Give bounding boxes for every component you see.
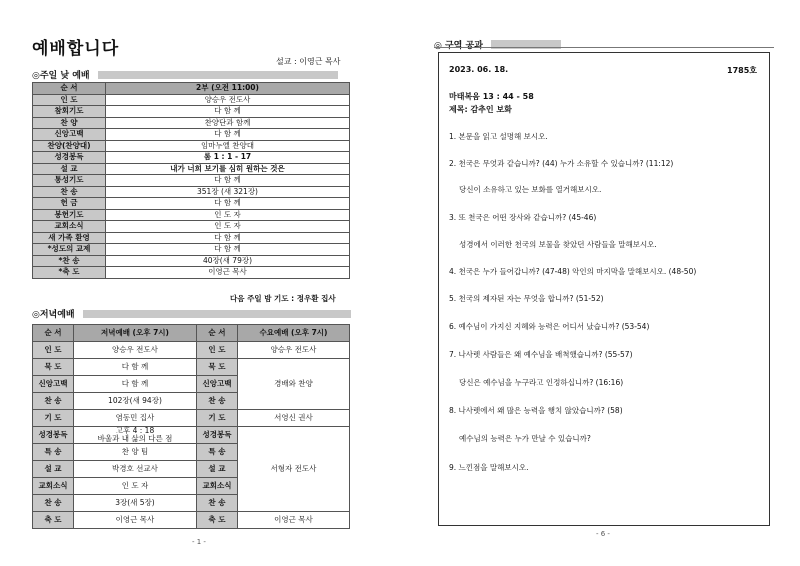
issue-number: 1785호 [727,66,757,75]
evening-order-label: 인 도 [33,342,74,359]
evening-order-label: 축 도 [33,512,74,529]
sermon-title: 바울과 내 삶의 다른 점 [97,434,173,443]
lesson-question: 5. 천국의 제자된 자는 무엇을 합니까? (51-52) [449,294,604,303]
wednesday-order-label: 축 도 [196,512,237,529]
order-label: *성도의 교제 [33,244,106,256]
order-value: 인 도 자 [106,209,350,221]
order-value: 40장(새 79장) [106,255,350,267]
table-row [33,140,350,152]
table-row [33,244,350,256]
order-label: 헌 금 [33,198,106,210]
divider [434,47,774,48]
order-value: 다 함 께 [106,175,350,187]
order-label: 인 도 [33,94,106,106]
order-label: 교회소식 [33,221,106,233]
cell-lesson-title: ◎ 구역 공과 [434,41,483,51]
sunday-worship-table [32,82,350,279]
order-label: 설 교 [33,163,106,175]
lesson-question: 7. 나사렛 사람들은 왜 예수님을 배척했습니까? (55-57) [449,350,633,359]
table-row [33,410,350,427]
order-label: 신앙고백 [33,129,106,141]
lesson-box [438,52,770,526]
table-row [33,427,350,444]
table-header-cell: 순 서 [33,325,74,342]
lesson-subject: 제목: 감추인 보화 [449,105,512,114]
table-row [33,209,350,221]
table-row [33,512,350,529]
wednesday-order-label: 신앙고백 [196,376,237,393]
evening-order-value: 다 함 께 [74,376,197,393]
wednesday-order-label: 인 도 [196,342,237,359]
evening-section-title: ◎저녁예배 [32,310,75,320]
evening-order-label: 찬 송 [33,393,74,410]
evening-section-header [32,307,351,320]
next-week-prayer: 다음 주일 밤 기도 : 정우환 집사 [230,294,336,303]
order-value: 다 함 께 [106,129,350,141]
table-row [33,255,350,267]
table-row [33,342,350,359]
table-header-row [33,83,350,95]
table-header-row [33,325,350,342]
wednesday-order-label: 교회소식 [196,478,237,495]
page-number: - 6 - [596,530,610,538]
order-value: 롬 1 : 1 - 17 [106,152,350,164]
evening-order-label: 성경봉독 [33,427,74,444]
lesson-subquestion: 예수님의 능력은 누가 만날 수 있습니까? [459,434,591,443]
preacher-line: 설교 : 이영근 목사 [276,57,341,66]
evening-worship-table [32,324,350,529]
order-label: 봉헌기도 [33,209,106,221]
page-title: 예배합니다 [32,39,120,59]
table-header-cell: 2부 (오전 11:00) [106,83,350,95]
table-row [33,152,350,164]
table-row [33,186,350,198]
lesson-question: 8. 나사렛에서 왜 많은 능력을 행치 않았습니까? (58) [449,406,623,415]
table-header-cell: 순 서 [196,325,237,342]
table-row [33,359,350,376]
table-header-cell: 순 서 [33,83,106,95]
evening-order-value: 인 도 자 [74,478,197,495]
lesson-subquestion: 성경에서 이러한 천국의 보물을 찾았던 사람들을 말해보시오. [459,240,657,249]
table-row [33,221,350,233]
lesson-subquestion: 당신은 예수님을 누구라고 인정하십니까? (16:16) [459,378,624,387]
order-value: 이영근 목사 [106,267,350,279]
evening-order-value: 이영근 목사 [74,512,197,529]
evening-order-value: 양승우 전도사 [74,342,197,359]
order-label: 통성기도 [33,175,106,187]
order-value: 내가 너희 보기를 심히 원하는 것은 [106,163,350,175]
wednesday-order-value: 이영근 목사 [237,512,349,529]
wednesday-order-value: 양승우 전도사 [237,342,349,359]
wednesday-order-label: 묵 도 [196,359,237,376]
sunday-section-title: ◎주일 낮 예배 [32,71,90,81]
order-value: 다 함 께 [106,198,350,210]
evening-order-value: 3장(새 5장) [74,495,197,512]
evening-order-label: 신앙고백 [33,376,74,393]
evening-order-value: 다 함 께 [74,359,197,376]
order-label: 참회기도 [33,106,106,118]
lesson-question: 9. 느낀점을 말해보시오. [449,463,529,472]
cell-lesson-header [434,38,561,51]
lesson-question: 2. 천국은 무엇과 같습니까? (44) 누가 소유할 수 있습니까? (11:12) [449,159,674,168]
order-label: *축 도 [33,267,106,279]
order-label: 찬 양 [33,117,106,129]
evening-order-value: 박경호 선교사 [74,461,197,478]
table-header-cell: 저녁예배 (오후 7시) [74,325,197,342]
evening-order-label: 교회소식 [33,478,74,495]
table-row [33,94,350,106]
evening-order-label: 기 도 [33,410,74,427]
table-header-cell: 수요예배 (오후 7시) [237,325,349,342]
order-value: 다 함 께 [106,244,350,256]
table-row [33,129,350,141]
wednesday-order-label: 성경봉독 [196,427,237,444]
evening-order-value: 찬 양 팀 [74,444,197,461]
wednesday-order-value: 서영신 권사 [237,410,349,427]
order-label: 찬양(찬양대) [33,140,106,152]
order-value: 임마누엘 찬양대 [106,140,350,152]
order-label: 찬 송 [33,186,106,198]
table-row [33,117,350,129]
evening-order-label: 묵 도 [33,359,74,376]
table-row [33,106,350,118]
wednesday-order-label: 찬 송 [196,393,237,410]
order-label: *찬 송 [33,255,106,267]
order-value: 351장 (새 321장) [106,186,350,198]
wednesday-order-label: 찬 송 [196,495,237,512]
wednesday-order-value: 서형자 전도사 [237,427,349,512]
lesson-subquestion: 당신이 소유하고 있는 보화를 열거해보시오. [459,185,602,194]
wednesday-order-label: 설 교 [196,461,237,478]
evening-order-label: 특 송 [33,444,74,461]
right-page [400,0,800,566]
lesson-question: 1. 본문을 읽고 설명해 보시오. [449,132,548,141]
scripture-reference: 마태복음 13 : 44 - 58 [449,92,534,101]
evening-order-value: 102장(새 94장) [74,393,197,410]
order-value: 다 함 께 [106,106,350,118]
order-value: 양승우 전도사 [106,94,350,106]
scripture-text: 고후 4 : 18 [115,426,155,435]
order-label: 성경봉독 [33,152,106,164]
order-value: 찬양단과 함께 [106,117,350,129]
order-value: 다 함 께 [106,232,350,244]
lesson-question: 6. 예수님이 가지신 지혜와 능력은 어디서 났습니까? (53-54) [449,322,650,331]
lesson-question: 4. 천국은 누가 들어갑니까? (47-48) 악인의 마지막을 말해보시오. (48-50) [449,267,697,276]
evening-order-value: 염동민 집사 [74,410,197,427]
sunday-section-header [32,68,338,81]
order-label: 새 가족 환영 [33,232,106,244]
table-row [33,267,350,279]
order-value: 인 도 자 [106,221,350,233]
evening-order-label: 설 교 [33,461,74,478]
wednesday-order-label: 특 송 [196,444,237,461]
lesson-question: 3. 또 천국은 어떤 장사와 같습니까? (45-46) [449,213,597,222]
wednesday-order-label: 기 도 [196,410,237,427]
table-row [33,163,350,175]
table-row [33,232,350,244]
lesson-date: 2023. 06. 18. [449,65,509,74]
page-number: - 1 - [192,538,206,546]
evening-order-value [74,427,197,444]
wednesday-order-value: 경배와 찬양 [237,359,349,410]
table-row [33,198,350,210]
evening-order-label: 찬 송 [33,495,74,512]
table-row [33,175,350,187]
